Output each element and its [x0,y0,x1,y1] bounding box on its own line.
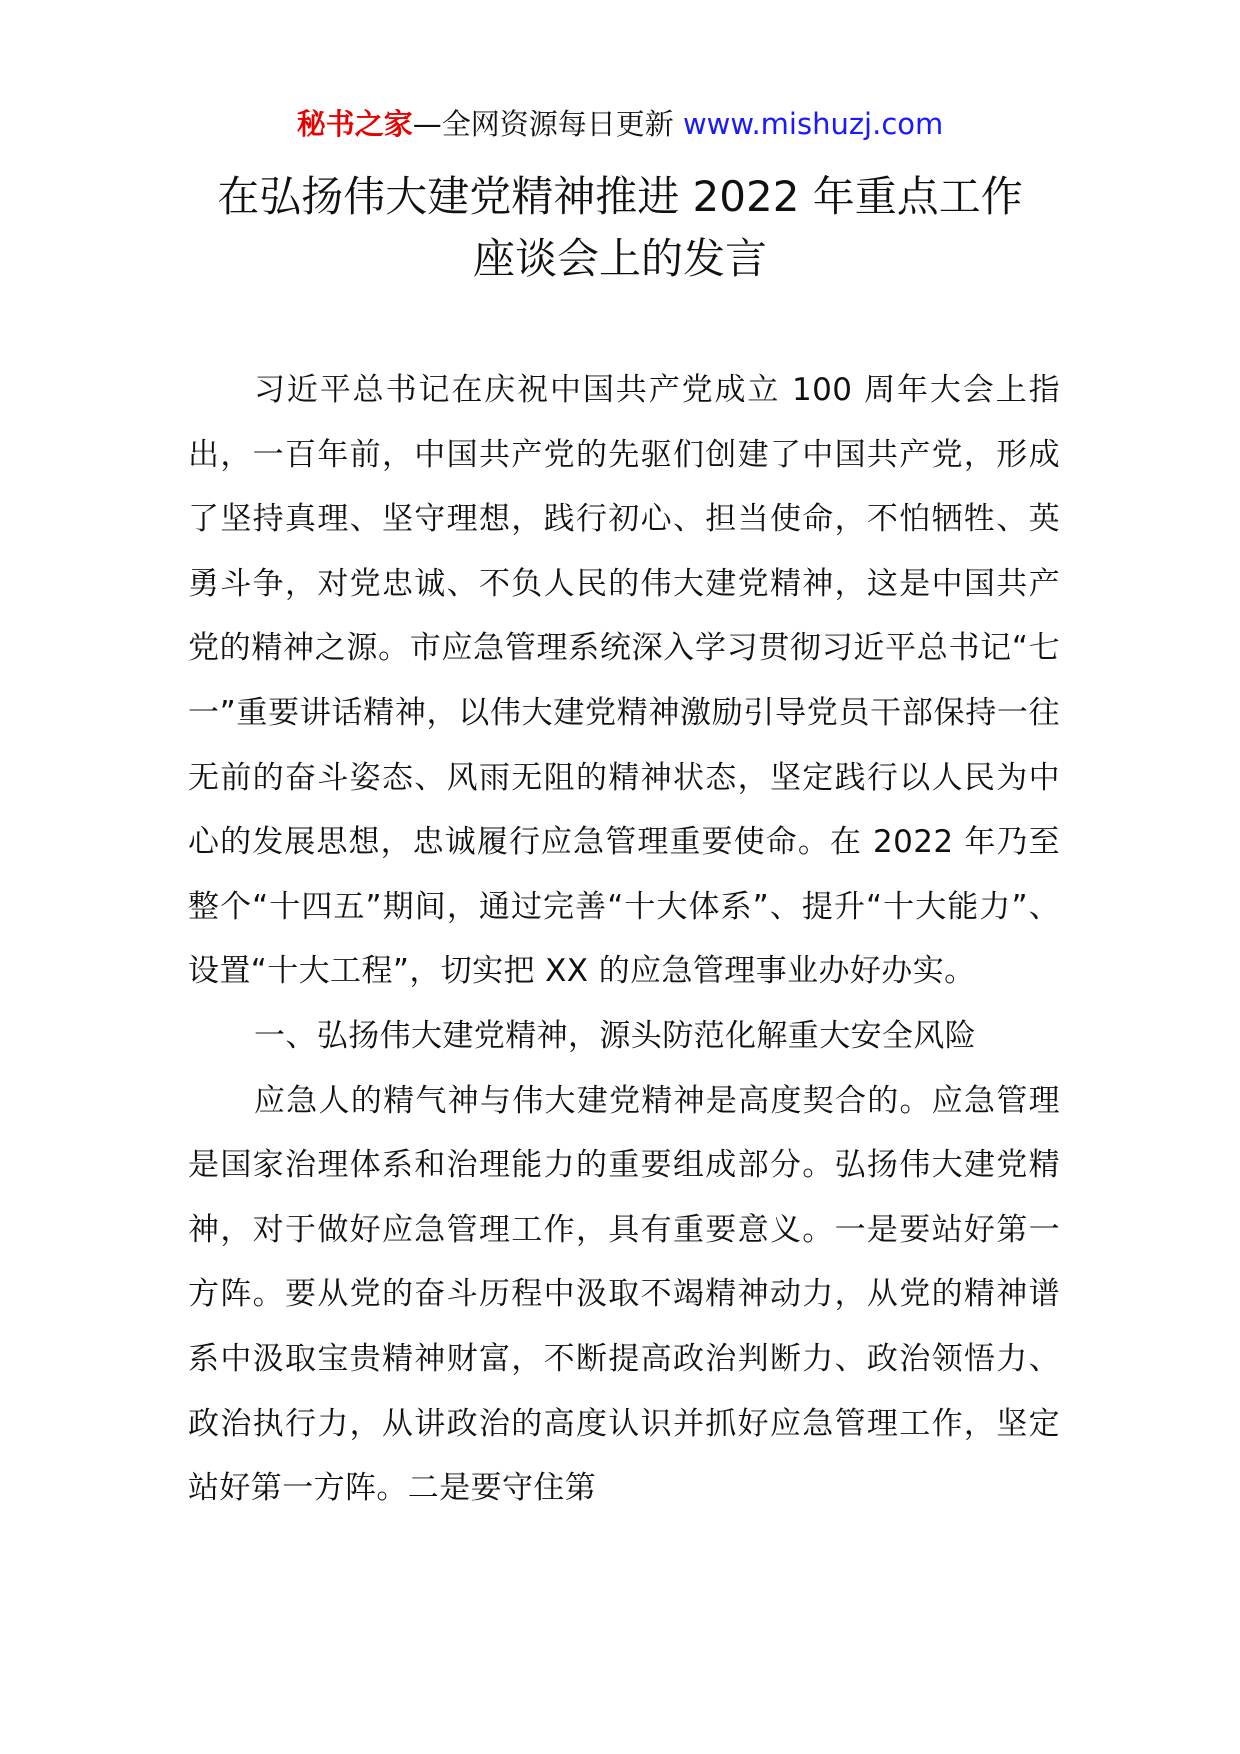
title-line-1: 在弘扬伟大建党精神推进 2022 年重点工作 [217,172,1023,221]
document-body [188,358,1060,1521]
document-title [0,166,1240,290]
paragraph-intro: 习近平总书记在庆祝中国共产党成立 100 周年大会上指出，一百年前，中国共产党的先驱们创建了中国共产党，形成了坚持真理、坚守理想，践行初心、担当使命，不怕牺牲、英勇斗争，对党忠诚、不负人民的伟大建党精神，这是中国共产党的精神之源。市应急管理系统深入学习贯彻习近平总书记“七一”重要讲话精神，以伟大建党精神激励引导党员干部保持一往无前的奋斗姿态、风雨无阻的精神状态，坚定践行以人民为中心的发展思想，忠诚履行应急管理重要使命。在 2022 年乃至整个“十四五”期间，通过完善“十大体系”、提升“十大能力”、设置“十大工程”，切实把 XX 的应急管理事业办好办实。 [188,372,1060,990]
section-heading-1: 一、弘扬伟大建党精神，源头防范化解重大安全风险 [254,1017,977,1054]
title-line-2: 座谈会上的发言 [472,234,767,283]
header-slogan: —全网资源每日更新 [412,107,683,141]
header-url[interactable]: www.mishuzj.com [682,107,944,141]
watermark-header [0,104,1240,144]
paragraph-section-1: 应急人的精气神与伟大建党精神是高度契合的。应急管理是国家治理体系和治理能力的重要组成部分。弘扬伟大建党精神，对于做好应急管理工作，具有重要意义。一是要站好第一方阵。要从党的奋斗历程中汲取不竭精神动力，从党的精神谱系中汲取宝贵精神财富，不断提高政治判断力、政治领悟力、政治执行力，从讲政治的高度认识并抓好应急管理工作，坚定站好第一方阵。二是要守住第 [188,1082,1060,1507]
brand-name: 秘书之家 [296,107,413,141]
